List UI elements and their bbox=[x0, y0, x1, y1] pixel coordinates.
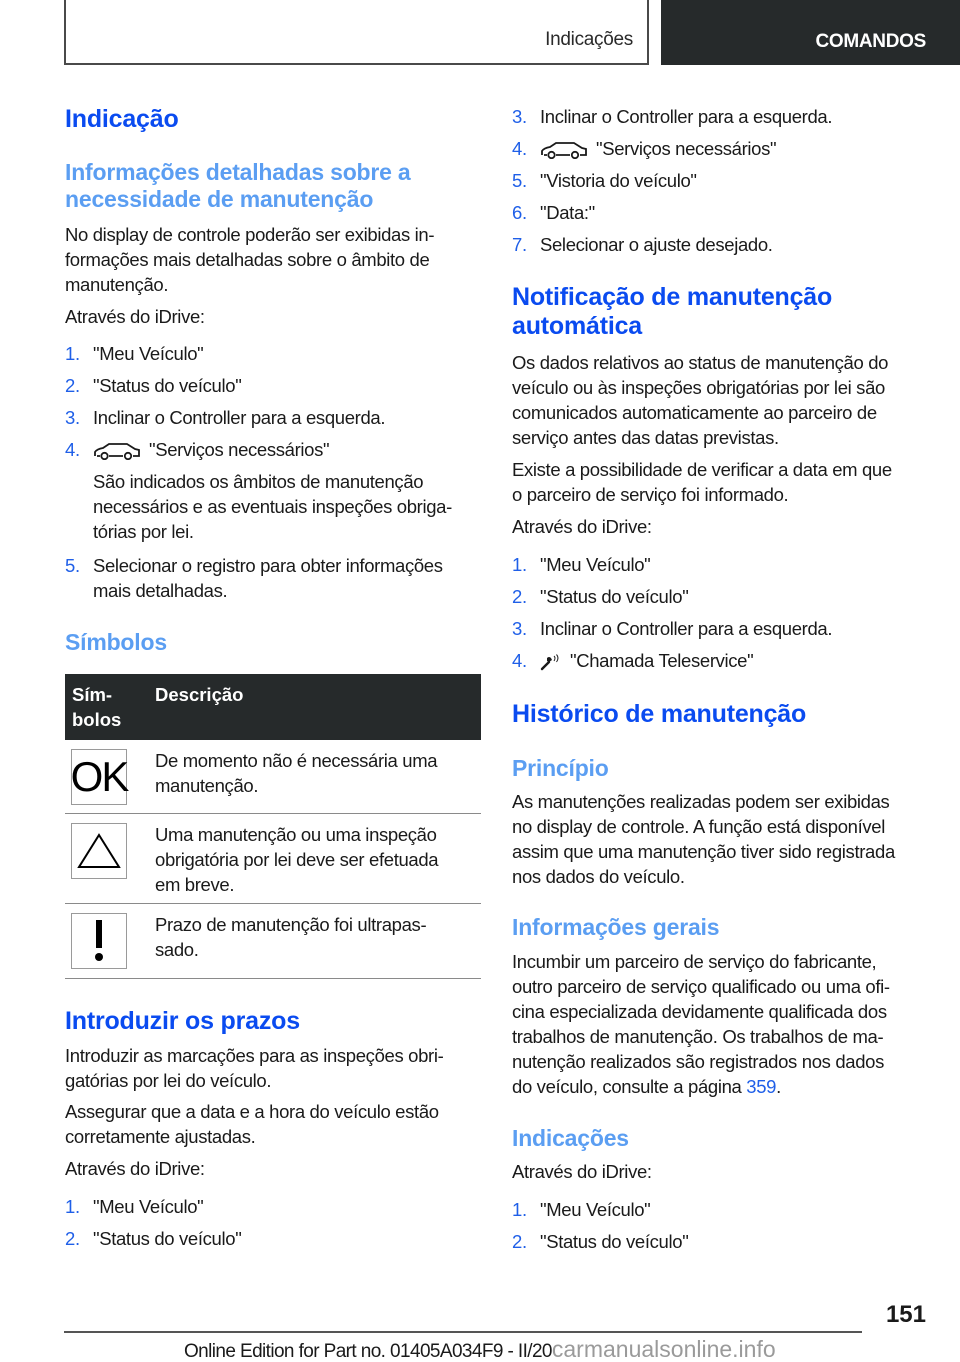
list-number: 5. bbox=[512, 170, 527, 191]
edition-text: Online Edition for Part no. 01405A034F9 - II/20 bbox=[184, 1341, 552, 1362]
heading-enter-deadlines: Introduzir os prazos bbox=[65, 1007, 300, 1035]
text-line: o parceiro de serviço foi informado. bbox=[512, 484, 789, 505]
row-description bbox=[155, 822, 438, 897]
car-icon bbox=[93, 442, 141, 460]
list-text: "Status do veículo" bbox=[93, 1228, 242, 1249]
list-number: 4. bbox=[512, 138, 527, 159]
list-number: 2. bbox=[65, 375, 80, 396]
text-line: Incumbir um parceiro de serviço do fabricante, bbox=[512, 951, 877, 972]
symbols-table bbox=[65, 674, 481, 979]
header-chapter-tab bbox=[661, 0, 960, 65]
text-line bbox=[512, 1074, 890, 1099]
row-description bbox=[155, 748, 437, 798]
text-line: corretamente ajustadas. bbox=[65, 1126, 256, 1147]
subheading-symbols: Símbolos bbox=[65, 629, 167, 655]
via-idrive-label: Através do iDrive: bbox=[65, 306, 205, 327]
text-line: Assegurar que a data e a hora do veículo estão bbox=[65, 1101, 439, 1122]
list-text: "Vistoria do veículo" bbox=[540, 170, 697, 191]
text-line: no display de controle. A função está disponível bbox=[512, 816, 885, 837]
paragraph-detailed-info bbox=[65, 222, 434, 297]
column-header-description: Descrição bbox=[155, 684, 244, 705]
list-text: "Meu Veículo" bbox=[93, 1196, 204, 1217]
heading-maintenance-history: Histórico de manutenção bbox=[512, 700, 807, 728]
text-line: Prazo de manutenção foi ultrapas- bbox=[155, 914, 427, 935]
list-text-label: "Chamada Teleservice" bbox=[570, 650, 754, 671]
text-line: cina especializada devidamente qualificada dos bbox=[512, 1001, 887, 1022]
text-line: Uma manutenção ou uma inspeção bbox=[155, 824, 437, 845]
warning-triangle-icon bbox=[71, 823, 127, 879]
text-line: nos dados do veículo. bbox=[512, 866, 685, 887]
list-text bbox=[93, 553, 443, 603]
ok-symbol-text: OK bbox=[70, 753, 128, 800]
text-line: Selecionar o registro para obter informações bbox=[93, 555, 443, 576]
list-text bbox=[93, 437, 329, 462]
car-icon bbox=[540, 141, 588, 159]
section-title: Indicações bbox=[545, 29, 633, 50]
text-line: Introduzir as marcações para as inspeções obri- bbox=[65, 1045, 444, 1066]
heading-line: automática bbox=[512, 312, 642, 340]
paragraph bbox=[512, 949, 890, 1099]
list-number: 3. bbox=[512, 618, 527, 639]
table-row bbox=[65, 740, 481, 814]
list-number: 3. bbox=[512, 106, 527, 127]
text-line: trabalhos de manutenção. Os trabalhos de ma- bbox=[512, 1026, 884, 1047]
text-fragment: . bbox=[776, 1076, 781, 1097]
paragraph bbox=[65, 1043, 443, 1093]
list-text: "Status do veículo" bbox=[540, 586, 689, 607]
heading-auto-notification bbox=[512, 283, 832, 341]
list-text: "Meu Veículo" bbox=[540, 1199, 651, 1220]
via-idrive-label: Através do iDrive: bbox=[512, 516, 652, 537]
list-text-label: "Serviços necessários" bbox=[149, 439, 330, 460]
footer-edition bbox=[184, 1336, 776, 1362]
text-line: formações mais detalhadas sobre o âmbito de bbox=[65, 249, 430, 270]
list-number: 2. bbox=[512, 586, 527, 607]
paragraph bbox=[512, 350, 888, 450]
text-line: De momento não é necessária uma bbox=[155, 750, 438, 771]
text-line: sado. bbox=[155, 939, 199, 960]
subheading-detailed-info bbox=[65, 159, 411, 213]
exclamation-icon bbox=[71, 913, 127, 969]
text-fragment: do veículo, consulte a página bbox=[512, 1076, 747, 1097]
via-idrive-label: Através do iDrive: bbox=[65, 1158, 205, 1179]
column-header-symbols bbox=[72, 682, 121, 732]
text-line: obrigatória por lei deve ser efetuada bbox=[155, 849, 439, 870]
list-text: "Data:" bbox=[540, 202, 595, 223]
text-line: tórias por lei. bbox=[93, 521, 194, 542]
text-line: No display de controle poderão ser exibidas in- bbox=[65, 224, 435, 245]
watermark: carmanualsonline.info bbox=[551, 1336, 776, 1362]
list-number: 2. bbox=[512, 1231, 527, 1252]
list-number: 1. bbox=[65, 1196, 80, 1217]
via-idrive-label: Através do iDrive: bbox=[512, 1161, 652, 1182]
list-number: 5. bbox=[65, 555, 80, 576]
list-text: "Status do veículo" bbox=[540, 1231, 689, 1252]
text-line: assim que uma manutenção tiver sido registrada bbox=[512, 841, 895, 862]
list-text: "Meu Veículo" bbox=[540, 554, 651, 575]
heading-line: Notificação de manutenção bbox=[512, 283, 833, 311]
text-line: necessários e as eventuais inspeções obriga- bbox=[93, 496, 452, 517]
list-text: Selecionar o ajuste desejado. bbox=[540, 234, 773, 255]
header-section-tab bbox=[64, 0, 649, 65]
text-line: em breve. bbox=[155, 874, 235, 895]
page-reference-link[interactable]: 359 bbox=[746, 1076, 777, 1097]
table-row bbox=[65, 814, 481, 904]
text-line: serviço antes das datas previstas. bbox=[512, 427, 779, 448]
text-line: veículo ou às inspeções obrigatórias por lei são bbox=[512, 377, 885, 398]
subheading-general-info: Informações gerais bbox=[512, 914, 720, 940]
list-number: 1. bbox=[512, 1199, 527, 1220]
list-number: 6. bbox=[512, 202, 527, 223]
text-line: manutenção. bbox=[155, 775, 259, 796]
page-title: Indicação bbox=[65, 105, 179, 133]
page-number: 151 bbox=[885, 1301, 926, 1328]
table-row bbox=[65, 904, 481, 979]
ok-icon bbox=[71, 749, 127, 805]
table-header bbox=[65, 674, 481, 740]
paragraph bbox=[512, 457, 892, 507]
text-line: mais detalhadas. bbox=[93, 580, 228, 601]
footer-divider bbox=[64, 1331, 862, 1333]
list-text: Inclinar o Controller para a esquerda. bbox=[540, 106, 833, 127]
list-number: 1. bbox=[512, 554, 527, 575]
list-text-label: "Serviços necessários" bbox=[596, 138, 777, 159]
list-number: 3. bbox=[65, 407, 80, 428]
text-line: comunicados automaticamente ao parceiro de bbox=[512, 402, 877, 423]
heading-line: Informações detalhadas sobre a bbox=[65, 159, 411, 185]
list-number: 2. bbox=[65, 1228, 80, 1249]
list-text: "Status do veículo" bbox=[93, 375, 242, 396]
paragraph bbox=[512, 789, 895, 889]
text-line: gatórias por lei do veículo. bbox=[65, 1070, 272, 1091]
list-text: Inclinar o Controller para a esquerda. bbox=[93, 407, 386, 428]
list-text bbox=[540, 648, 753, 673]
text-line: Os dados relativos ao status de manutenção do bbox=[512, 352, 889, 373]
step4-note bbox=[93, 469, 452, 544]
list-number: 4. bbox=[512, 650, 527, 671]
text-line: outro parceiro de serviço qualificado ou uma ofi- bbox=[512, 976, 890, 997]
teleservice-wrench-icon bbox=[540, 653, 562, 671]
list-number: 1. bbox=[65, 343, 80, 364]
text-line: As manutenções realizadas podem ser exibidas bbox=[512, 791, 890, 812]
text-line: São indicados os âmbitos de manutenção bbox=[93, 471, 424, 492]
text-line: bolos bbox=[72, 709, 122, 730]
text-line: nutenção realizados são registrados nos dados bbox=[512, 1051, 884, 1072]
paragraph bbox=[65, 1099, 439, 1149]
list-text: "Meu Veículo" bbox=[93, 343, 204, 364]
list-number: 4. bbox=[65, 439, 80, 460]
chapter-title: COMANDOS bbox=[815, 31, 926, 52]
text-line: Existe a possibilidade de verificar a data em que bbox=[512, 459, 892, 480]
list-text: Inclinar o Controller para a esquerda. bbox=[540, 618, 833, 639]
list-text bbox=[540, 136, 776, 161]
list-number: 7. bbox=[512, 234, 527, 255]
text-line: Sím- bbox=[72, 684, 113, 705]
heading-line: necessidade de manutenção bbox=[65, 186, 374, 212]
subheading-indications: Indicações bbox=[512, 1125, 629, 1151]
row-description bbox=[155, 912, 426, 962]
subheading-principle: Princípio bbox=[512, 755, 609, 781]
text-line: manutenção. bbox=[65, 274, 169, 295]
